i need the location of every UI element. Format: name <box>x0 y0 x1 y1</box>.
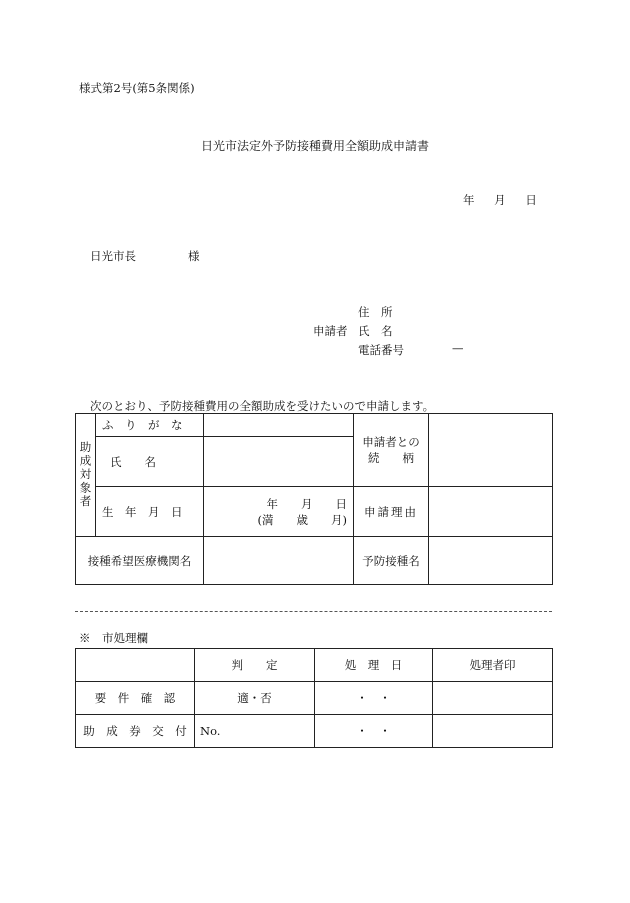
birth-date-input[interactable] <box>204 487 354 537</box>
application-date <box>463 192 553 208</box>
relation-label-cell <box>354 414 429 487</box>
requirement-seal[interactable] <box>433 682 553 715</box>
office-section-label: ※ 市処理欄 <box>79 631 148 645</box>
relation-label-line1: 申請者との <box>362 435 420 449</box>
subject-table <box>75 413 553 585</box>
voucher-seal[interactable] <box>433 715 553 748</box>
vaccine-input[interactable] <box>429 537 553 585</box>
age-line: (満 歳 月) <box>257 512 347 527</box>
requirement-date[interactable]: ・ ・ <box>315 682 433 715</box>
phone-dash: — <box>452 341 464 355</box>
birth-label: 生 年 月 日 <box>102 504 183 519</box>
voucher-number[interactable]: No. <box>195 715 315 748</box>
addressee-honorific: 様 <box>188 249 200 263</box>
cut-line <box>75 611 552 612</box>
vaccine-label: 予防接種名 <box>354 537 429 585</box>
table-row <box>76 715 553 748</box>
office-header-judgment: 判 定 <box>195 649 315 682</box>
document-title: 日光市法定外予防接種費用全額助成申請書 <box>200 139 429 153</box>
requirement-check-label: 要 件 確 認 <box>76 682 195 715</box>
birth-label-cell <box>96 487 204 537</box>
subject-name-input[interactable] <box>204 437 354 487</box>
date-day-label: 日 <box>525 193 537 207</box>
office-header-date: 処 理 日 <box>315 649 433 682</box>
addressee-name: 日光市長 <box>90 249 136 263</box>
addressee <box>90 248 200 264</box>
furigana-input[interactable] <box>204 414 354 437</box>
name-label-cell <box>96 437 204 487</box>
application-statement: 次のとおり、予防接種費用の全額助成を受けたいので申請します。 <box>90 399 435 413</box>
requirement-judgment[interactable]: 適・否 <box>195 682 315 715</box>
address-label: 住 所 <box>358 305 393 319</box>
relation-label-line2: 続 柄 <box>368 451 414 465</box>
form-number: 様式第2号(第5条関係) <box>79 81 195 95</box>
furigana-label-cell <box>96 414 204 437</box>
subject-side-label: 助成対象者 <box>76 414 96 537</box>
voucher-issue-label: 助 成 券 交 付 <box>76 715 195 748</box>
birth-date-line: 年 月 日 <box>266 496 347 511</box>
phone-label: 電話番号 <box>358 343 404 357</box>
voucher-date[interactable]: ・ ・ <box>315 715 433 748</box>
office-header-blank <box>76 649 195 682</box>
furigana-label: ふ り が な <box>102 418 183 432</box>
subject-name-label: 氏 名 <box>110 454 156 469</box>
reason-label: 申請理由 <box>354 487 429 537</box>
reason-input[interactable] <box>429 487 553 537</box>
date-month-label: 月 <box>494 193 506 207</box>
clinic-label: 接種希望医療機関名 <box>76 537 204 585</box>
office-table <box>75 648 553 748</box>
date-year-label: 年 <box>463 193 475 207</box>
office-header-seal: 処理者印 <box>433 649 553 682</box>
relation-input[interactable] <box>429 414 553 487</box>
applicant-label: 申請者 <box>313 324 348 338</box>
clinic-input[interactable] <box>204 537 354 585</box>
table-row <box>76 682 553 715</box>
applicant-name-label: 氏 名 <box>358 324 393 338</box>
